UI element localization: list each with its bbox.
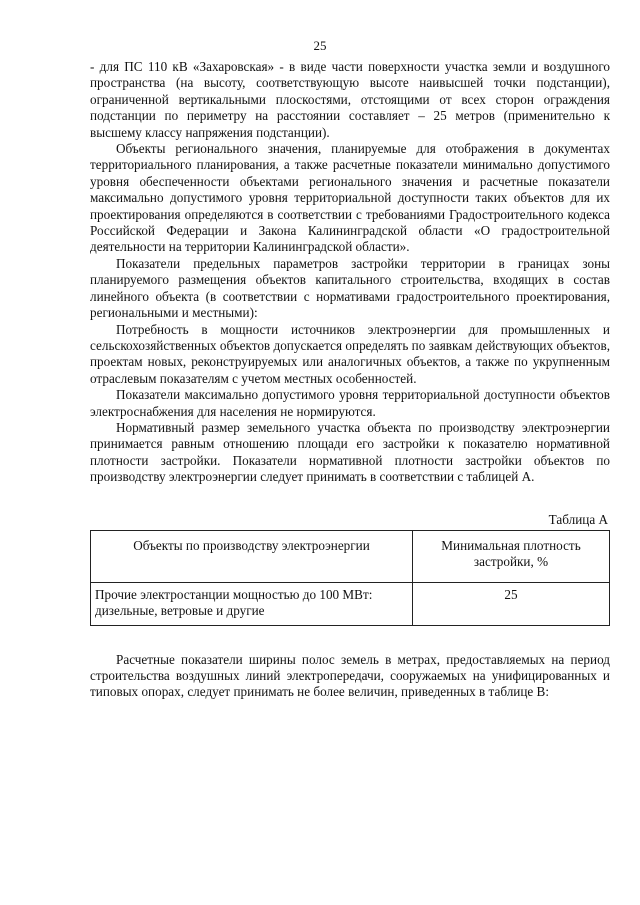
table-cell-object: Прочие электростанции мощностью до 100 МВт: дизельные, ветровые и другие [91,582,413,625]
paragraph-regional-objects: Объекты регионального значения, планируемые для отображения в документах территориального планирования, а также расчетные показатели минимально допустимого уровня обеспеченности объектами регионального значения и расчетные показатели максимально допустимого уровня территориальной доступности таких объектов для их проектирования определяются в соответствии с требованиями Градостроительного кодекса Российской Федерации и Закона Калининградской области «О градостроительной деятельности на территории Калининградской области». [90,141,610,255]
paragraph-substation-zone: - для ПС 110 кВ «Захаровская» - в виде части поверхности участка земли и воздушного пространства (на высоту, соответствующую высоте наивысшей точки подстанции), ограниченной вертикальными плоскостями, отстоящими от всех сторон ограждения подстанции по периметру на расстоянии составляет – 25 метров (применительно к высшему классу напряжения подстанции). [90,59,610,140]
table-header-density: Минимальная плотность застройки, % [413,530,610,582]
table-row [91,582,610,625]
table-header-row [91,530,610,582]
paragraph-development-limits: Показатели предельных параметров застройки территории в границах зоны планируемого размещения объектов капитального строительства, входящих в состав линейного объекта (в соответствии с нормативами градостроительного проектирования, региональными и местными): [90,255,610,321]
table-a-caption: Таблица А [548,511,608,527]
document-body [90,59,610,701]
paragraph-plot-size: Нормативный размер земельного участка объекта по производству электроэнергии принимается равным отношению площади его застройки к показателю нормативной плотности застройки. Показатели нормативной плотности застройки объектов по производству электроэнергии следует принимать в соответствии с таблицей А. [90,419,610,485]
paragraph-land-strips: Расчетные показатели ширины полос земель в метрах, предоставляемых на период строительства воздушных линий электропередачи, сооружаемых на унифицированных и типовых опорах, следует принимать не более величин, приведенных в таблице В: [90,651,610,700]
paragraph-power-demand: Потребность в мощности источников электроэнергии для промышленных и сельскохозяйственных объектов допускается определять по заявкам действующих объектов, проектам новых, реконструируемых или аналогичных объектов, а также по укрупненным отраслевым показателям с учетом местных особенностей. [90,321,610,386]
table-a [90,530,610,626]
table-cell-density: 25 [413,582,610,625]
table-header-objects: Объекты по производству электроэнергии [91,530,413,582]
page-number: 25 [313,38,327,53]
paragraph-accessibility: Показатели максимально допустимого уровня территориальной доступности объектов электроснабжения для населения не нормируются. [90,387,610,419]
